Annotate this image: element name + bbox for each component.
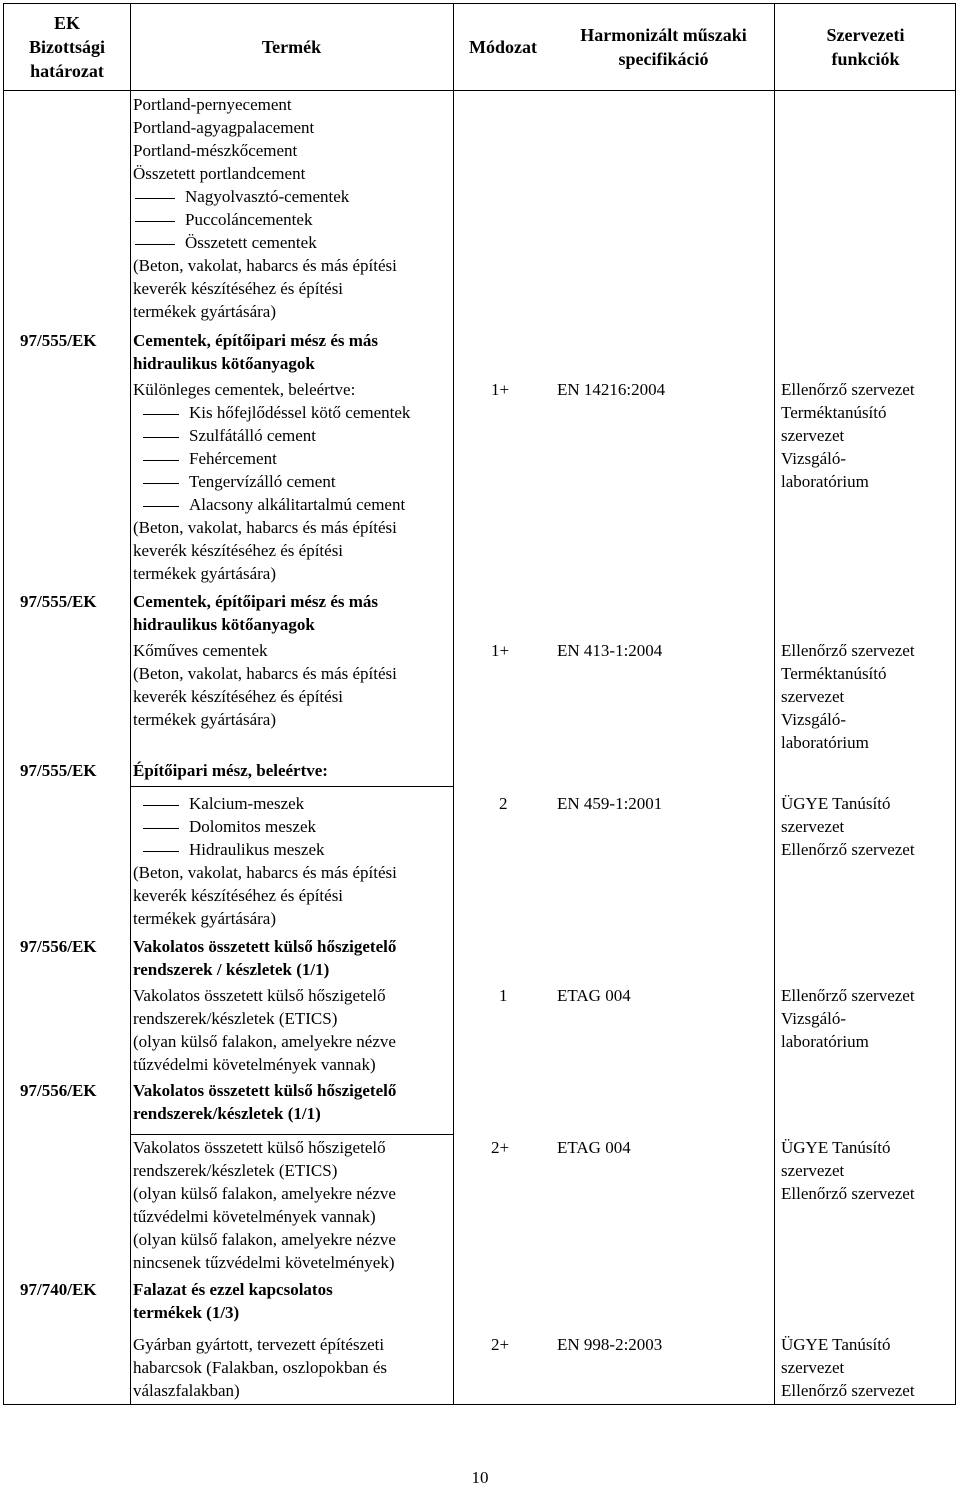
- mode-value: 2: [499, 794, 508, 813]
- decision-number: 97/556/EK: [20, 937, 97, 956]
- product-line: Kőműves cementek: [133, 641, 268, 660]
- row-divider: [130, 1134, 453, 1135]
- product-line: Portland-pernyecement: [133, 95, 292, 114]
- function-line: laboratórium: [781, 472, 869, 491]
- product-line: tűzvédelmi követelmények vannak): [133, 1055, 376, 1074]
- header-divider: [4, 90, 955, 91]
- group-title: Cementek, építőipari mész és más: [133, 592, 379, 611]
- product-line: termékek gyártására): [133, 564, 276, 583]
- header-product: Termék: [261, 37, 322, 57]
- function-line: Ellenőrző szervezet: [781, 1184, 915, 1203]
- product-line: [133, 815, 316, 838]
- function-line: Ellenőrző szervezet: [781, 986, 915, 1005]
- product-line: [133, 401, 410, 424]
- product-line: (Beton, vakolat, habarcs és más építési: [133, 256, 397, 275]
- mode-value: 1+: [491, 641, 510, 660]
- decision-number: 97/556/EK: [20, 1081, 97, 1100]
- product-line: [133, 792, 304, 815]
- product-line: [133, 231, 317, 254]
- product-line: [133, 470, 336, 493]
- product-line: Portland-mészkőcement: [133, 141, 298, 160]
- spec-value: EN 14216:2004: [557, 380, 666, 399]
- header-mode: Módozat: [469, 37, 537, 57]
- product-line: Vakolatos összetett külső hőszigetelő: [133, 1138, 386, 1157]
- product-line: (Beton, vakolat, habarcs és más építési: [133, 664, 397, 683]
- column-divider: [774, 4, 775, 1404]
- header-decision: EK Bizottsági határozat: [29, 13, 105, 81]
- function-line: laboratórium: [781, 733, 869, 752]
- product-line: termékek gyártására): [133, 909, 276, 928]
- group-title: Vakolatos összetett külső hőszigetelő: [133, 937, 397, 956]
- dash-marker: [143, 805, 179, 806]
- product-line: nincsenek tűzvédelmi követelmények): [133, 1253, 395, 1272]
- spec-value: ETAG 004: [557, 986, 631, 1005]
- product-text: Kalcium-meszek: [189, 794, 305, 813]
- spec-value: EN 413-1:2004: [557, 641, 663, 660]
- product-line: Különleges cementek, beleértve:: [133, 380, 356, 399]
- function-line: szervezet: [781, 1358, 845, 1377]
- product-line: [133, 208, 312, 231]
- function-line: ÜGYE Tanúsító: [781, 1335, 891, 1354]
- dash-marker: [143, 851, 179, 852]
- product-line: [133, 424, 316, 447]
- product-line: termékek gyártására): [133, 302, 276, 321]
- function-line: szervezet: [781, 426, 845, 445]
- function-line: Terméktanúsító: [781, 403, 887, 422]
- function-line: Vizsgáló-: [781, 1009, 847, 1028]
- product-line: [133, 493, 405, 516]
- product-line: (olyan külső falakon, amelyekre nézve: [133, 1230, 396, 1249]
- product-line: tűzvédelmi követelmények vannak): [133, 1207, 376, 1226]
- mode-value: 1: [499, 986, 508, 1005]
- spec-value: EN 998-2:2003: [557, 1335, 663, 1354]
- function-line: laboratórium: [781, 1032, 869, 1051]
- product-text: Alacsony alkálitartalmú cement: [189, 495, 406, 514]
- product-line: habarcsok (Falakban, oszlopokban és: [133, 1358, 387, 1377]
- product-line: Vakolatos összetett külső hőszigetelő: [133, 986, 386, 1005]
- group-title: Cementek, építőipari mész és más: [133, 331, 379, 350]
- group-title: hidraulikus kötőanyagok: [133, 354, 315, 373]
- product-text: Nagyolvasztó-cementek: [185, 187, 350, 206]
- function-line: Ellenőrző szervezet: [781, 840, 915, 859]
- decision-number: 97/555/EK: [20, 592, 97, 611]
- function-line: Ellenőrző szervezet: [781, 1381, 915, 1400]
- product-line: (Beton, vakolat, habarcs és más építési: [133, 518, 397, 537]
- decision-number: 97/555/EK: [20, 761, 97, 780]
- group-title: Vakolatos összetett külső hőszigetelő: [133, 1081, 397, 1100]
- product-text: Kis hőfejlődéssel kötő cementek: [189, 403, 411, 422]
- function-line: szervezet: [781, 817, 845, 836]
- function-line: Ellenőrző szervezet: [781, 380, 915, 399]
- mode-value: 2+: [491, 1138, 510, 1157]
- product-line: [133, 185, 349, 208]
- dash-marker: [143, 437, 179, 438]
- dash-marker: [143, 506, 179, 507]
- function-line: Ellenőrző szervezet: [781, 641, 915, 660]
- function-line: Vizsgáló-: [781, 710, 847, 729]
- product-line: (olyan külső falakon, amelyekre nézve: [133, 1184, 396, 1203]
- group-title: hidraulikus kötőanyagok: [133, 615, 315, 634]
- product-text: Szulfátálló cement: [189, 426, 316, 445]
- group-title: termékek (1/3): [133, 1303, 240, 1322]
- product-line: [133, 838, 325, 861]
- group-title: Építőipari mész, beleértve:: [133, 761, 328, 780]
- group-title: Falazat és ezzel kapcsolatos: [133, 1280, 333, 1299]
- dash-marker: [143, 460, 179, 461]
- dash-marker: [143, 483, 179, 484]
- mode-value: 1+: [491, 380, 510, 399]
- group-title: rendszerek/készletek (1/1): [133, 1104, 321, 1123]
- product-text: Fehércement: [189, 449, 277, 468]
- dash-marker: [135, 198, 175, 199]
- decision-number: 97/555/EK: [20, 331, 97, 350]
- function-line: ÜGYE Tanúsító: [781, 1138, 891, 1157]
- page-number: 10: [471, 1468, 489, 1487]
- product-text: Tengervízálló cement: [189, 472, 336, 491]
- mode-value: 2+: [491, 1335, 510, 1354]
- product-line: Portland-agyagpalacement: [133, 118, 315, 137]
- dash-marker: [143, 414, 179, 415]
- product-line: rendszerek/készletek (ETICS): [133, 1161, 338, 1180]
- product-line: keverék készítéséhez és építési: [133, 279, 344, 298]
- function-line: Terméktanúsító: [781, 664, 887, 683]
- row-divider: [130, 786, 453, 787]
- product-line: [133, 447, 277, 470]
- product-line: keverék készítéséhez és építési: [133, 886, 344, 905]
- dash-marker: [143, 828, 179, 829]
- product-line: Gyárban gyártott, tervezett építészeti: [133, 1335, 385, 1354]
- function-line: ÜGYE Tanúsító: [781, 794, 891, 813]
- product-text: Puccoláncementek: [185, 210, 313, 229]
- dash-marker: [135, 244, 175, 245]
- spec-value: ETAG 004: [557, 1138, 631, 1157]
- header-spec: Harmonizált műszaki specifikáció: [580, 25, 747, 69]
- product-text: Dolomitos meszek: [189, 817, 317, 836]
- spec-value: EN 459-1:2001: [557, 794, 663, 813]
- product-line: keverék készítéséhez és építési: [133, 687, 344, 706]
- header-functions: Szervezeti funkciók: [826, 25, 905, 69]
- column-divider: [130, 4, 131, 1404]
- product-line: (olyan külső falakon, amelyekre nézve: [133, 1032, 396, 1051]
- product-line: Összetett portlandcement: [133, 164, 306, 183]
- product-line: termékek gyártására): [133, 710, 276, 729]
- product-line: keverék készítéséhez és építési: [133, 541, 344, 560]
- product-line: rendszerek/készletek (ETICS): [133, 1009, 338, 1028]
- group-title: rendszerek / készletek (1/1): [133, 960, 330, 979]
- product-text: Hidraulikus meszek: [189, 840, 325, 859]
- column-divider: [453, 4, 454, 1404]
- product-text: Összetett cementek: [185, 233, 317, 252]
- product-line: válaszfalakban): [133, 1381, 240, 1400]
- decision-number: 97/740/EK: [20, 1280, 97, 1299]
- function-line: Vizsgáló-: [781, 449, 847, 468]
- product-line: (Beton, vakolat, habarcs és más építési: [133, 863, 397, 882]
- function-line: szervezet: [781, 687, 845, 706]
- dash-marker: [135, 221, 175, 222]
- function-line: szervezet: [781, 1161, 845, 1180]
